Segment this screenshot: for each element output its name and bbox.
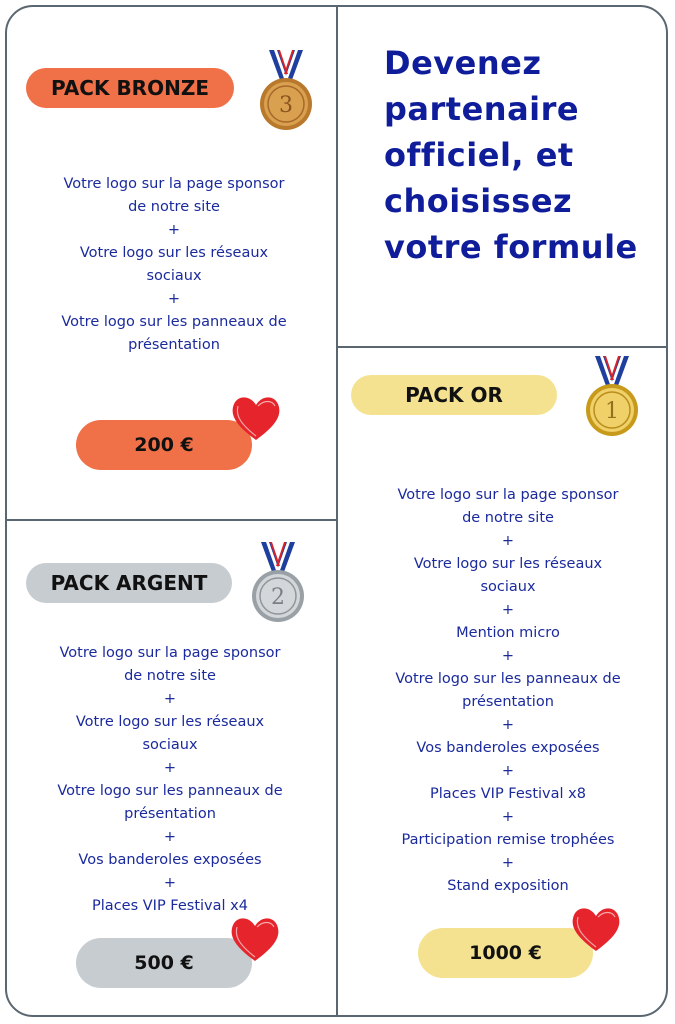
pack-argent-title: PACK ARGENT	[26, 563, 232, 603]
benefit-item: Vos banderoles exposées	[78, 852, 262, 868]
headline-line: choisissez	[384, 182, 573, 220]
pack-or-price: 1000 €	[418, 928, 593, 978]
headline-line: officiel, et	[384, 136, 574, 174]
benefit-item: Mention micro	[456, 625, 560, 641]
benefit-item: Votre logo sur les panneaux de présentation	[395, 671, 621, 710]
benefit-item: Places VIP Festival x4	[92, 898, 248, 914]
headline-line: votre formule	[384, 228, 638, 266]
gold-medal-icon	[581, 354, 643, 446]
benefit-separator: +	[501, 855, 515, 871]
benefit-item: Votre logo sur les réseaux sociaux	[75, 714, 265, 753]
heart-icon	[568, 903, 624, 955]
left-horizontal-divider	[5, 519, 337, 521]
argent-benefits-list	[20, 642, 320, 918]
bronze-medal-icon	[255, 48, 317, 140]
pack-or-title: PACK OR	[351, 375, 557, 415]
benefit-item: Votre logo sur les panneaux de présentation	[61, 314, 287, 353]
heart-icon	[227, 913, 283, 965]
benefit-separator: +	[501, 763, 515, 779]
heart-icon	[228, 392, 284, 444]
headline	[384, 40, 654, 270]
headline-line: Devenez	[384, 44, 542, 82]
benefit-item: Votre logo sur la page sponsor de notre site	[59, 645, 281, 684]
pack-bronze-title: PACK BRONZE	[26, 68, 234, 108]
silver-medal-icon	[247, 540, 309, 632]
benefit-separator: +	[163, 691, 177, 707]
benefit-item: Participation remise trophées	[401, 832, 615, 848]
svg-text:3: 3	[279, 93, 293, 118]
benefit-separator: +	[501, 602, 515, 618]
benefit-item: Votre logo sur les réseaux sociaux	[413, 556, 603, 595]
right-horizontal-divider	[337, 346, 668, 348]
benefit-item: Votre logo sur les réseaux sociaux	[79, 245, 269, 284]
benefit-separator: +	[501, 717, 515, 733]
benefit-item: Votre logo sur la page sponsor de notre site	[397, 487, 619, 526]
svg-text:1: 1	[605, 399, 619, 424]
benefit-item: Votre logo sur les panneaux de présentation	[57, 783, 283, 822]
pack-bronze-price: 200 €	[76, 420, 252, 470]
benefit-separator: +	[501, 533, 515, 549]
benefit-separator: +	[163, 875, 177, 891]
benefit-separator: +	[501, 809, 515, 825]
benefit-separator: +	[163, 829, 177, 845]
benefit-separator: +	[167, 291, 181, 307]
or-benefits-list	[356, 484, 660, 898]
benefit-item: Votre logo sur la page sponsor de notre site	[63, 176, 285, 215]
bronze-benefits-list	[26, 173, 322, 357]
benefit-separator: +	[163, 760, 177, 776]
headline-line: partenaire	[384, 90, 580, 128]
vertical-divider	[336, 5, 338, 1017]
benefit-separator: +	[501, 648, 515, 664]
pack-argent-price: 500 €	[76, 938, 252, 988]
benefit-separator: +	[167, 222, 181, 238]
benefit-item: Vos banderoles exposées	[416, 740, 600, 756]
benefit-item: Places VIP Festival x8	[430, 786, 586, 802]
benefit-item: Stand exposition	[447, 878, 569, 894]
svg-text:2: 2	[271, 585, 285, 610]
